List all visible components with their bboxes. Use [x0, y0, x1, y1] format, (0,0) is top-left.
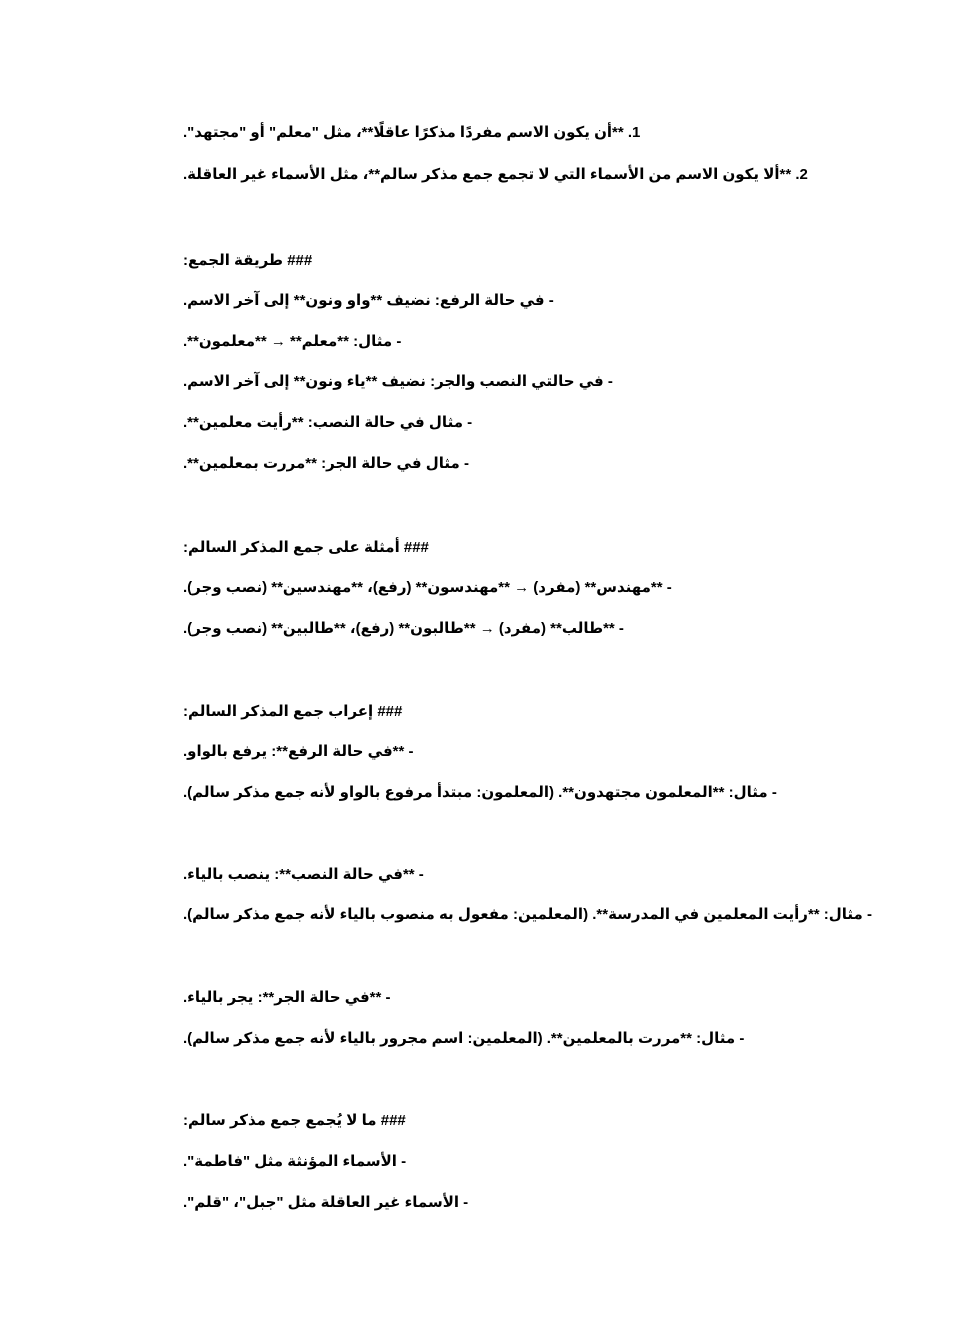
list-item-parsing-accusative: - **في حالة النصب**: ينصب بالياء.	[183, 866, 424, 883]
list-item-student-example: - **طالب** (مفرد) → **طالبون** (رفع)، **طالبين** (نصب وجر).	[183, 620, 624, 637]
list-item-genitive-example: - مثال في حالة الجر: **مررت بمعلمين**.	[183, 455, 469, 472]
list-item-parsing-genitive: - **في حالة الجر**: يجر بالياء.	[183, 989, 391, 1006]
list-item-parsing-nominative-example: - مثال: **المعلمون مجتهدون**. (المعلمون: مبتدأ مرفوع بالواو لأنه جمع مذكر سالم).	[183, 784, 777, 801]
list-item-parsing-accusative-example: - مثال: **رأيت المعلمين في المدرسة**. (المعلمين: مفعول به منصوب بالياء لأنه جمع مذكر سالم).	[183, 906, 873, 923]
condition-2: 2. **ألا يكون الاسم من الأسماء التي لا تجمع جمع مذكر سالم**، مثل الأسماء غير العاقلة.	[183, 166, 808, 183]
list-item-accusative-example: - مثال في حالة النصب: **رأيت معلمين**.	[183, 414, 473, 431]
list-item-nominative-example: - مثال: **معلم** → **معلمون**.	[183, 333, 402, 350]
heading-examples: ### أمثلة على جمع المذكر السالم:	[183, 539, 429, 556]
list-item-engineer-example: - **مهندس** (مفرد) → **مهندسون** (رفع)، **مهندسين** (نصب وجر).	[183, 579, 672, 596]
list-item-parsing-nominative: - **في حالة الرفع**: يرفع بالواو.	[183, 743, 414, 760]
heading-parsing: ### إعراب جمع المذكر السالم:	[183, 703, 403, 720]
condition-1: 1. **أن يكون الاسم مفردًا مذكرًا عاقلًا**، مثل "معلم" أو "مجتهد".	[183, 124, 641, 141]
heading-pluralization-method: ### طريقة الجمع:	[183, 252, 313, 269]
heading-exceptions: ### ما لا يُجمع جمع مذكر سالم:	[183, 1112, 406, 1129]
list-item-nonrational-exception: - الأسماء غير العاقلة مثل "جبل"، "قلم".	[183, 1194, 469, 1211]
list-item-accusative-genitive-rule: - في حالتي النصب والجر: نضيف **ياء ونون** إلى آخر الاسم.	[183, 373, 613, 390]
list-item-nominative-rule: - في حالة الرفع: نضيف **واو ونون** إلى آخر الاسم.	[183, 292, 554, 309]
list-item-feminine-exception: - الأسماء المؤنثة مثل "فاطمة".	[183, 1153, 407, 1170]
list-item-parsing-genitive-example: - مثال: **مررت بالمعلمين**. (المعلمين: اسم مجرور بالياء لأنه جمع مذكر سالم).	[183, 1030, 745, 1047]
